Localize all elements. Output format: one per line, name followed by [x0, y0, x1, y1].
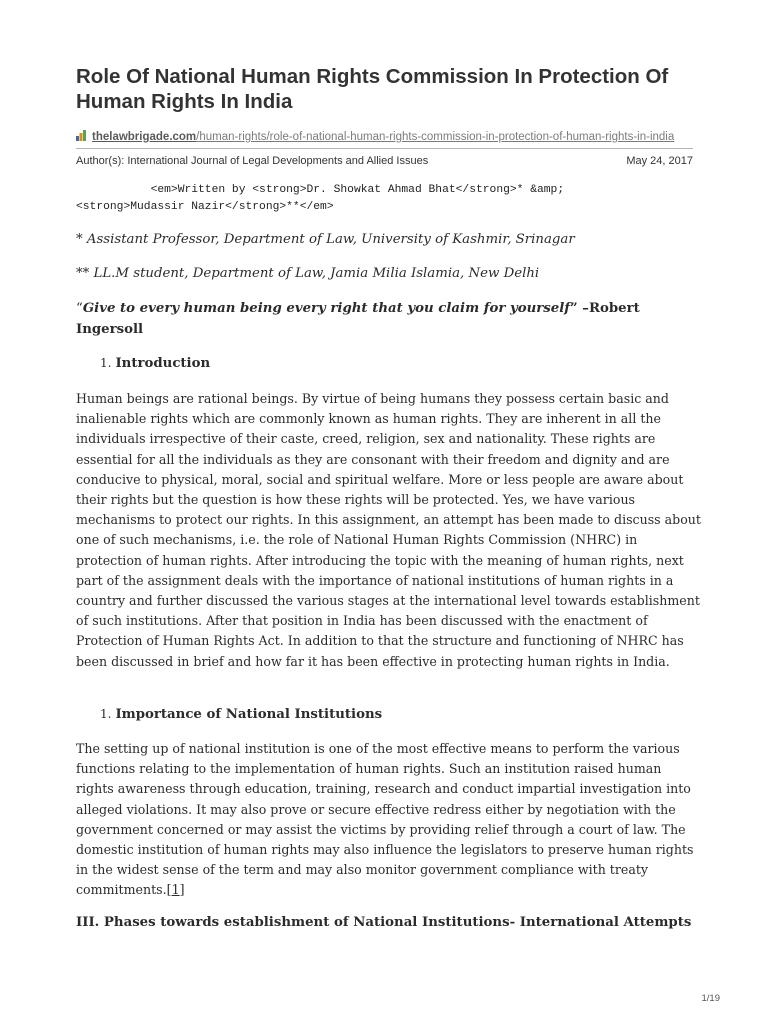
quote-open-mark: “ — [76, 301, 83, 316]
footnote-bracket-close: ] — [179, 882, 185, 898]
footnote-link-1[interactable]: 1 — [171, 882, 180, 898]
section-number: 1. — [100, 707, 112, 721]
section-number: 1. — [100, 356, 112, 370]
article-title: Role Of National Human Rights Commission In Protection Of Human Rights In India — [76, 65, 669, 113]
footnote-bracket-open: [ — [166, 882, 172, 898]
source-url-bar[interactable] — [76, 128, 693, 149]
section-title: Introduction — [115, 356, 211, 371]
section-heading-importance — [100, 705, 700, 724]
author-affiliation-2: ** LL.M student, Department of Law, Jamia Milia Islamia, New Delhi — [76, 266, 540, 281]
introduction-paragraph: Human beings are rational beings. By virtue of being humans they possess certain basic and inalienable rights which are commonly known as human rights. They are inherent in all the individuals irrespective of their caste, creed, religion, sex and nationality. These rights are essential for all the individuals as they are consonant with their freedom and dignity and are conducive to physical, moral, social and spiritual welfare. More or less people are aware about their rights but the question is how these rights will be protected. Yes, we have various mechanisms to protect our rights. In this assignment, an attempt has been made to discuss about one of such mechanisms, i.e. the role of National Human Rights Commission (NHRC) in protection of human rights. After introducing the topic with the meaning of human rights, next part of the assignment deals with the importance of national institutions of human rights in a country and further discussed the various stages at the international level towards establishment of such institutions. After that position in India has been discussed with the enactment of Protection of Human Rights Act. In addition to that the structure and functioning of NHRC has been discussed in brief and how far it has been effective in protecting human rights in India. — [76, 391, 701, 669]
section-heading-phases: III. Phases towards establishment of National Institutions- International Attempts — [76, 915, 692, 930]
quote-author: Robert Ingersoll — [76, 301, 640, 337]
quote-text: Give to every human being every right that you claim for yourself — [82, 301, 571, 316]
importance-paragraph — [76, 739, 701, 901]
site-logo-icon — [76, 129, 89, 140]
article-authors: Author(s): International Journal of Legal Developments and Allied Issues — [76, 155, 429, 167]
page-number: 1/19 — [701, 993, 720, 1004]
article-date: May 24, 2017 — [626, 155, 693, 167]
section-heading-introduction — [100, 354, 700, 373]
section-title: Importance of National Institutions — [115, 707, 383, 722]
source-domain-link[interactable]: thelawbrigade.com — [92, 131, 197, 143]
epigraph-quote — [76, 298, 696, 340]
article-meta — [76, 153, 693, 169]
quote-close-mark: ” – — [570, 301, 589, 316]
source-path-link[interactable]: /human-rights/role-of-national-human-rights-commission-in-protection-of-human-rights-in-india — [196, 131, 675, 143]
importance-body-text: The setting up of national institution is one of the most effective means to perform the various functions relating to the implementation of human rights. Such an institution raised human rights awareness through education, training, research and conduct impartial investigation into alleged violations. It may also prove or secure effective redress either by negotiation with the government concerned or may assist the victims by providing relief through a court of law. The domestic institution of human rights may also influence the legislators to preserve human rights in the widest sense of the term and may also monitor government compliance with treaty commitments. — [76, 741, 694, 898]
author-affiliation-1: * Assistant Professor, Department of Law, University of Kashmir, Srinagar — [76, 232, 575, 247]
raw-html-snippet: <em>Written by <strong>Dr. Showkat Ahmad Bhat</strong>* &amp; <strong>Mudassir Nazir</strong>**</em> — [76, 184, 565, 213]
